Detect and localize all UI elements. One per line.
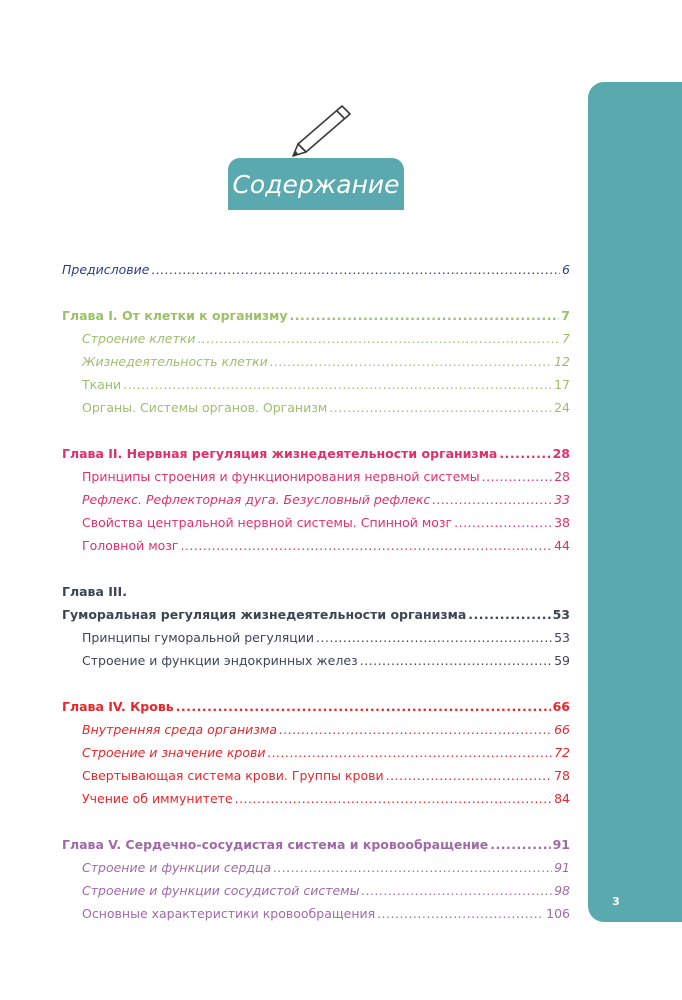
toc-section[interactable] bbox=[62, 488, 570, 511]
toc-chapter[interactable] bbox=[62, 304, 570, 327]
dot-leader bbox=[270, 350, 552, 373]
toc-chapter[interactable] bbox=[62, 442, 570, 465]
toc-preface[interactable] bbox=[62, 258, 570, 281]
toc-section[interactable] bbox=[62, 626, 570, 649]
toc-section-page: 12 bbox=[554, 354, 570, 369]
dot-leader bbox=[197, 327, 560, 350]
toc-section-title: Головной мозг bbox=[82, 538, 179, 553]
toc-section-title: Строение и функции сосудистой системы bbox=[82, 883, 360, 898]
toc-section-title: Строение и значение крови bbox=[82, 745, 266, 760]
toc-entry-page: 6 bbox=[562, 262, 570, 277]
toc-chapter[interactable] bbox=[62, 603, 570, 626]
toc-chapter-title: Глава IV. Кровь bbox=[62, 699, 174, 714]
toc-section[interactable] bbox=[62, 373, 570, 396]
toc-section-page: 66 bbox=[554, 722, 570, 737]
dot-leader bbox=[151, 258, 560, 281]
toc-section[interactable] bbox=[62, 764, 570, 787]
toc-section[interactable] bbox=[62, 741, 570, 764]
dot-leader bbox=[360, 649, 552, 672]
toc-section-page: 44 bbox=[554, 538, 570, 553]
dot-leader bbox=[279, 718, 552, 741]
toc-section-title: Ткани bbox=[82, 377, 122, 392]
toc-chapter[interactable] bbox=[62, 695, 570, 718]
dot-leader bbox=[267, 741, 552, 764]
toc-chapter-number[interactable]: Глава III. bbox=[62, 584, 127, 599]
toc-section-page: 33 bbox=[554, 492, 570, 507]
toc-section-page: 38 bbox=[554, 515, 570, 530]
toc-section-page: 24 bbox=[554, 400, 570, 415]
toc-chapter-page: 66 bbox=[552, 699, 570, 714]
toc-section-title: Жизнедеятельность клетки bbox=[82, 354, 268, 369]
dot-leader bbox=[454, 511, 552, 534]
toc-section-page: 53 bbox=[554, 630, 570, 645]
dot-leader bbox=[290, 304, 560, 327]
toc-section[interactable] bbox=[62, 718, 570, 741]
toc-chapter-title: Глава I. От клетки к организму bbox=[62, 308, 288, 323]
toc-section-page: 106 bbox=[546, 906, 570, 921]
table-of-contents bbox=[62, 258, 570, 925]
toc-section[interactable] bbox=[62, 511, 570, 534]
toc-section[interactable] bbox=[62, 327, 570, 350]
dot-leader bbox=[235, 787, 552, 810]
toc-chapter-title: Гуморальная регуляция жизнедеятельности организма bbox=[62, 607, 467, 622]
dot-leader bbox=[386, 764, 553, 787]
dot-leader bbox=[468, 603, 550, 626]
toc-chapter-title: Глава V. Сердечно-сосудистая система и кровообращение bbox=[62, 837, 489, 852]
toc-section[interactable] bbox=[62, 902, 570, 925]
toc-section-page: 72 bbox=[554, 745, 570, 760]
toc-section-page: 59 bbox=[554, 653, 570, 668]
toc-chapter-page: 53 bbox=[552, 607, 570, 622]
toc-section-title: Внутренняя среда организма bbox=[82, 722, 278, 737]
toc-section-page: 91 bbox=[554, 860, 570, 875]
toc-section[interactable] bbox=[62, 787, 570, 810]
toc-section-title: Учение об иммунитете bbox=[82, 791, 233, 806]
dot-leader bbox=[490, 833, 550, 856]
dot-leader bbox=[316, 626, 552, 649]
dot-leader bbox=[432, 488, 552, 511]
toc-section[interactable] bbox=[62, 350, 570, 373]
toc-section-page: 7 bbox=[562, 331, 570, 346]
toc-section-title: Рефлекс. Рефлекторная дуга. Безусловный рефлекс bbox=[82, 492, 431, 507]
page-number: 3 bbox=[612, 895, 620, 908]
dot-leader bbox=[176, 695, 551, 718]
toc-section-title: Строение клетки bbox=[82, 331, 196, 346]
toc-section-page: 98 bbox=[554, 883, 570, 898]
toc-section-title: Принципы строения и функционирования нервной системы bbox=[82, 469, 480, 484]
toc-section[interactable] bbox=[62, 856, 570, 879]
dot-leader bbox=[180, 534, 552, 557]
toc-chapter-title: Глава II. Нервная регуляция жизнедеятельности организма bbox=[62, 446, 498, 461]
toc-chapter[interactable] bbox=[62, 833, 570, 856]
dot-leader bbox=[329, 396, 552, 419]
toc-section-page: 28 bbox=[554, 469, 570, 484]
toc-section[interactable] bbox=[62, 396, 570, 419]
toc-section[interactable] bbox=[62, 534, 570, 557]
toc-section-title: Строение и функции сердца bbox=[82, 860, 272, 875]
page-title: Содержание bbox=[228, 158, 404, 210]
toc-section[interactable] bbox=[62, 879, 570, 902]
toc-section-page: 17 bbox=[554, 377, 570, 392]
dot-leader bbox=[499, 442, 550, 465]
toc-section-title: Основные характеристики кровообращения bbox=[82, 906, 376, 921]
dot-leader bbox=[482, 465, 552, 488]
toc-chapter-page: 28 bbox=[552, 446, 570, 461]
pencil-icon bbox=[284, 100, 356, 160]
toc-chapter-page: 91 bbox=[552, 837, 570, 852]
toc-section[interactable] bbox=[62, 465, 570, 488]
side-tab bbox=[588, 82, 682, 922]
dot-leader bbox=[273, 856, 552, 879]
toc-section[interactable] bbox=[62, 649, 570, 672]
dot-leader bbox=[361, 879, 552, 902]
toc-section-title: Строение и функции эндокринных желез bbox=[82, 653, 358, 668]
toc-section-title: Органы. Системы органов. Организм bbox=[82, 400, 328, 415]
toc-section-page: 78 bbox=[554, 768, 570, 783]
toc-section-title: Принципы гуморальной регуляции bbox=[82, 630, 315, 645]
toc-entry-title: Предисловие bbox=[62, 262, 150, 277]
dot-leader bbox=[377, 902, 544, 925]
toc-section-title: Свойства центральной нервной системы. Спинной мозг bbox=[82, 515, 453, 530]
toc-section-title: Свертывающая система крови. Группы крови bbox=[82, 768, 384, 783]
toc-chapter-page: 7 bbox=[561, 308, 570, 323]
toc-section-page: 84 bbox=[554, 791, 570, 806]
dot-leader bbox=[123, 373, 552, 396]
